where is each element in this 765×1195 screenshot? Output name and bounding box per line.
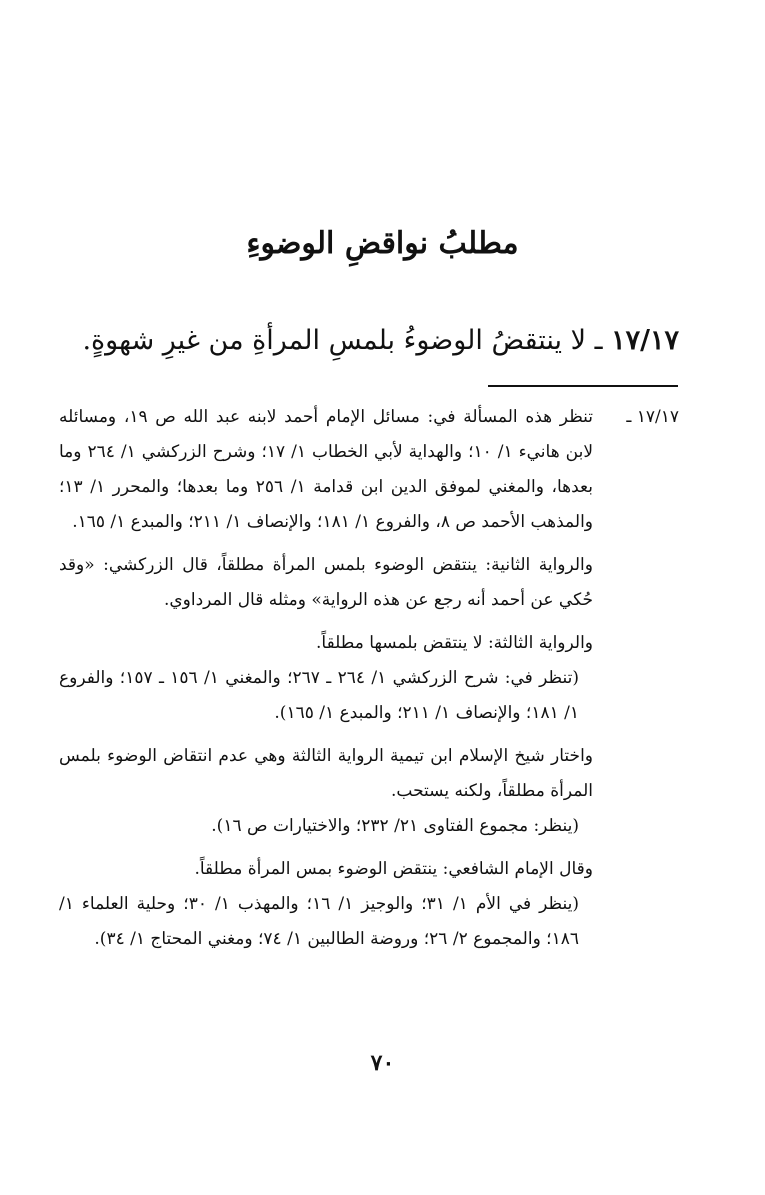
- footnote-ibn-taymiyya-references: (ينظر: مجموع الفتاوى ٢١/ ٢٣٢؛ والاختيارات ص ١٦).: [211, 816, 579, 836]
- footnote-separator: [488, 385, 678, 387]
- footnote-shafii-references: (ينظر في الأم ١/ ٣١؛ والوجيز ١/ ١٦؛ والمهذب ١/ ٣٠؛ وحلية العلماء ١/ ١٨٦؛ والمجموع ٢/ ٢٦؛ وروضة الطالبين ١/ ٧٤؛ ومغني المحتاج ١/ ٣٤).: [59, 894, 579, 949]
- section-title: مطلبُ نواقضِ الوضوءِ: [246, 226, 519, 261]
- footnote-shafii: وقال الإمام الشافعي: ينتقض الوضوء بمس المرأة مطلقاً.: [194, 859, 593, 879]
- footnotes: [59, 400, 679, 957]
- ruling-number: ١٧/١٧: [611, 325, 679, 356]
- footnote-marker: ١٧/١٧ ـ: [626, 407, 679, 427]
- footnote-third-references: (تنظر في: شرح الزركشي ١/ ٢٦٤ ـ ٢٦٧؛ والمغني ١/ ١٥٦ ـ ١٥٧؛ والفروع ١/ ١٨١؛ والإنصاف ١/ ٢١١؛ والمبدع ١/ ١٦٥).: [59, 668, 579, 723]
- ruling-dash: ـ: [594, 325, 603, 356]
- page-number: ٧٠: [370, 1050, 395, 1076]
- footnote-third-narration: والرواية الثالثة: لا ينتقض بلمسها مطلقاً.: [316, 633, 593, 653]
- ruling-text: لا ينتقضُ الوضوءُ بلمسِ المرأةِ من غيرِ شهوةٍ.: [82, 325, 587, 356]
- footnote-first: [59, 400, 679, 540]
- main-ruling: [60, 320, 679, 362]
- footnote-first-text: تنظر هذه المسألة في: مسائل الإمام أحمد لابنه عبد الله ص ١٩، ومسائله لابن هانيء ١/ ١٠؛ والهداية لأبي الخطاب ١/ ١٧؛ وشرح الزركشي ١/ ٢٦٤ وما بعدها، والمغني لموفق الدين ابن قدامة ١/ ٢٥٦ وما بعدها؛ والمحرر ١/ ١٣؛ والمذهب الأحمد ص ٨، والفروع ١/ ١٨١؛ والإنصاف ١/ ٢١١؛ والمبدع ١/ ١٦٥.: [59, 407, 594, 532]
- footnote-second-narration: والرواية الثانية: ينتقض الوضوء بلمس المرأة مطلقاً، قال الزركشي: «وقد حُكي عن أحمد أنه رجع عن هذه الرواية» ومثله قال المرداوي.: [59, 555, 593, 610]
- footnote-ibn-taymiyya: واختار شيخ الإسلام ابن تيمية الرواية الثالثة وهي عدم انتقاض الوضوء بلمس المرأة مطلقاً، ولكنه يستحب.: [59, 746, 593, 801]
